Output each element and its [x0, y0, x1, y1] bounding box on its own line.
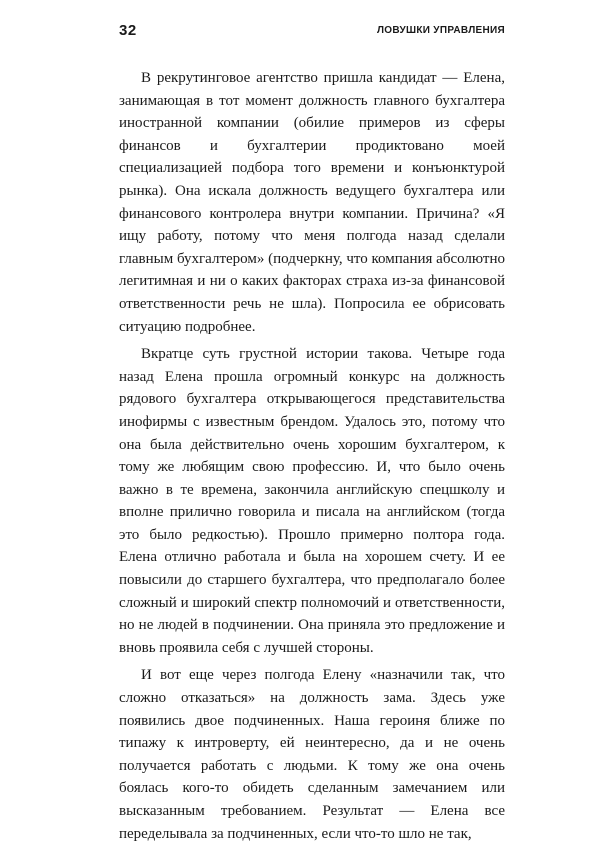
body-text — [119, 67, 505, 850]
page-header — [119, 22, 505, 44]
paragraph: В рекрутинговое агентство пришла кандидат — Елена, занимающая в тот момент должность главного бухгалтера иностранной компании (обилие примеров из сферы финансов и бухгалтерии продиктовано моей специализацией подбора того времени и конъюнктурой рынка). Она искала должность ведущего бухгалтера или финансового контролера внутри компании. Причина? «Я ищу работу, потому что меня полгода назад сделали главным бухгалтером» (подчеркну, что компания абсолютно легитимная и ни о каких факторах страха из-за финансовой ответственности речь не шла). Попросила ее обрисовать ситуацию подробнее. — [119, 70, 505, 335]
paragraph: И вот еще через полгода Елену «назначили так, что сложно отказаться» на должность зама. Здесь уже появились двое подчиненных. Наша героиня ближе по типажу к интроверту, ей неинтересно, да и не очень получается работать с людьми. К тому же она очень боялась кого-то обидеть сделанным замечанием или высказанным требованием. Результат — Елена все переделывала за подчиненных, если что-то шло не так, — [119, 667, 505, 842]
running-title: ЛОВУШКИ УПРАВЛЕНИЯ — [376, 25, 505, 36]
paragraph: Вкратце суть грустной истории такова. Четыре года назад Елена прошла огромный конкурс на должность рядового бухгалтера открывающегося представительства инофирмы с известным брендом. Удалось это, потому что она была действительно очень хорошим бухгалтером, к тому же любящим свою профессию. И, что было очень важно в те времена, закончила английскую спецшколу и вполне прилично говорила и писала на английском (тогда это было редкостью). Прошло примерно полтора года. Елена отлично работала и была на хорошем счету. И ее повысили до старшего бухгалтера, что предполагало более сложный и широкий спектр полномочий и ответственности, но не людей в подчинении. Она приняла это предложение и вновь проявила себя с лучшей стороны. — [119, 346, 505, 656]
page-number: 32 — [119, 22, 137, 39]
